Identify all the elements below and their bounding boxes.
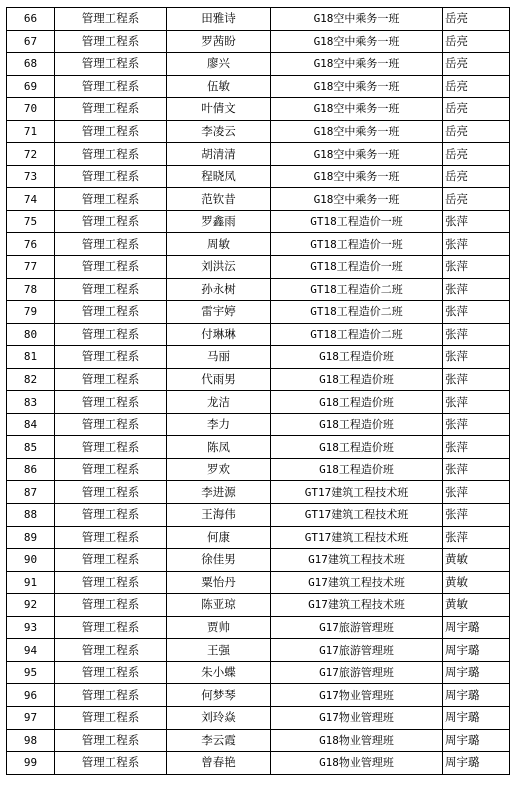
student-name-cell: 叶倩文 — [167, 98, 271, 121]
student-name-cell: 李凌云 — [167, 120, 271, 143]
department-cell: 管理工程系 — [55, 729, 167, 752]
row-number-cell: 94 — [7, 639, 55, 662]
teacher-cell: 岳亮 — [443, 53, 510, 76]
teacher-cell: 黄敏 — [443, 549, 510, 572]
row-number-cell: 97 — [7, 706, 55, 729]
row-number-cell: 76 — [7, 233, 55, 256]
table-row — [7, 436, 510, 459]
student-name-cell: 罗鑫雨 — [167, 210, 271, 233]
department-cell: 管理工程系 — [55, 571, 167, 594]
student-name-cell: 陈凤 — [167, 436, 271, 459]
row-number-cell: 66 — [7, 8, 55, 31]
student-name-cell: 刘洪沄 — [167, 256, 271, 279]
department-cell: 管理工程系 — [55, 278, 167, 301]
teacher-cell: 岳亮 — [443, 30, 510, 53]
student-name-cell: 马丽 — [167, 346, 271, 369]
department-cell: 管理工程系 — [55, 391, 167, 414]
teacher-cell: 岳亮 — [443, 98, 510, 121]
table-row — [7, 752, 510, 775]
table-row — [7, 391, 510, 414]
row-number-cell: 84 — [7, 413, 55, 436]
row-number-cell: 72 — [7, 143, 55, 166]
table-row — [7, 504, 510, 527]
class-name-cell: G18空中乘务一班 — [271, 120, 443, 143]
teacher-cell: 张萍 — [443, 504, 510, 527]
table-row — [7, 346, 510, 369]
department-cell: 管理工程系 — [55, 323, 167, 346]
row-number-cell: 75 — [7, 210, 55, 233]
teacher-cell: 张萍 — [443, 436, 510, 459]
class-name-cell: G17旅游管理班 — [271, 639, 443, 662]
teacher-cell: 张萍 — [443, 481, 510, 504]
teacher-cell: 岳亮 — [443, 75, 510, 98]
department-cell: 管理工程系 — [55, 616, 167, 639]
table-row — [7, 8, 510, 31]
table-row — [7, 256, 510, 279]
department-cell: 管理工程系 — [55, 413, 167, 436]
teacher-cell: 周宇璐 — [443, 684, 510, 707]
department-cell: 管理工程系 — [55, 143, 167, 166]
class-name-cell: G17旅游管理班 — [271, 661, 443, 684]
class-name-cell: G18空中乘务一班 — [271, 8, 443, 31]
teacher-cell: 张萍 — [443, 526, 510, 549]
teacher-cell: 周宇璐 — [443, 639, 510, 662]
table-row — [7, 233, 510, 256]
department-cell: 管理工程系 — [55, 8, 167, 31]
table-row — [7, 143, 510, 166]
table-row — [7, 594, 510, 617]
row-number-cell: 86 — [7, 458, 55, 481]
student-name-cell: 胡清清 — [167, 143, 271, 166]
class-name-cell: GT17建筑工程技术班 — [271, 526, 443, 549]
row-number-cell: 87 — [7, 481, 55, 504]
class-name-cell: GT17建筑工程技术班 — [271, 504, 443, 527]
teacher-cell: 周宇璐 — [443, 661, 510, 684]
student-name-cell: 周敏 — [167, 233, 271, 256]
table-row — [7, 98, 510, 121]
student-name-cell: 罗欢 — [167, 458, 271, 481]
student-name-cell: 龙洁 — [167, 391, 271, 414]
row-number-cell: 68 — [7, 53, 55, 76]
teacher-cell: 张萍 — [443, 210, 510, 233]
teacher-cell: 张萍 — [443, 301, 510, 324]
class-name-cell: GT17建筑工程技术班 — [271, 481, 443, 504]
teacher-cell: 周宇璐 — [443, 729, 510, 752]
class-name-cell: G18工程造价班 — [271, 391, 443, 414]
row-number-cell: 88 — [7, 504, 55, 527]
table-row — [7, 323, 510, 346]
department-cell: 管理工程系 — [55, 706, 167, 729]
department-cell: 管理工程系 — [55, 368, 167, 391]
class-name-cell: G18空中乘务一班 — [271, 75, 443, 98]
table-row — [7, 526, 510, 549]
row-number-cell: 93 — [7, 616, 55, 639]
class-name-cell: GT18工程造价二班 — [271, 323, 443, 346]
table-row — [7, 616, 510, 639]
class-name-cell: G17旅游管理班 — [271, 616, 443, 639]
teacher-cell: 张萍 — [443, 346, 510, 369]
table-row — [7, 706, 510, 729]
table-row — [7, 53, 510, 76]
table-row — [7, 368, 510, 391]
student-name-cell: 廖兴 — [167, 53, 271, 76]
teacher-cell: 张萍 — [443, 233, 510, 256]
teacher-cell: 张萍 — [443, 391, 510, 414]
class-name-cell: G18物业管理班 — [271, 752, 443, 775]
class-name-cell: G18工程造价班 — [271, 458, 443, 481]
table-row — [7, 120, 510, 143]
class-name-cell: GT18工程造价二班 — [271, 301, 443, 324]
department-cell: 管理工程系 — [55, 661, 167, 684]
class-name-cell: G18空中乘务一班 — [271, 188, 443, 211]
student-name-cell: 李进源 — [167, 481, 271, 504]
class-name-cell: GT18工程造价一班 — [271, 256, 443, 279]
class-name-cell: G18空中乘务一班 — [271, 30, 443, 53]
teacher-cell: 岳亮 — [443, 143, 510, 166]
teacher-cell: 周宇璐 — [443, 706, 510, 729]
department-cell: 管理工程系 — [55, 233, 167, 256]
class-name-cell: G18工程造价班 — [271, 346, 443, 369]
table-row — [7, 458, 510, 481]
department-cell: 管理工程系 — [55, 256, 167, 279]
teacher-cell: 岳亮 — [443, 120, 510, 143]
row-number-cell: 73 — [7, 165, 55, 188]
table-row — [7, 549, 510, 572]
student-name-cell: 付琳琳 — [167, 323, 271, 346]
student-name-cell: 李云霞 — [167, 729, 271, 752]
student-name-cell: 陈亚琼 — [167, 594, 271, 617]
table-row — [7, 188, 510, 211]
department-cell: 管理工程系 — [55, 120, 167, 143]
department-cell: 管理工程系 — [55, 98, 167, 121]
department-cell: 管理工程系 — [55, 210, 167, 233]
table-body — [7, 8, 510, 775]
row-number-cell: 70 — [7, 98, 55, 121]
department-cell: 管理工程系 — [55, 526, 167, 549]
table-row — [7, 30, 510, 53]
row-number-cell: 81 — [7, 346, 55, 369]
teacher-cell: 岳亮 — [443, 188, 510, 211]
row-number-cell: 71 — [7, 120, 55, 143]
student-table — [6, 7, 510, 775]
class-name-cell: G17物业管理班 — [271, 684, 443, 707]
teacher-cell: 张萍 — [443, 368, 510, 391]
teacher-cell: 张萍 — [443, 256, 510, 279]
student-name-cell: 李力 — [167, 413, 271, 436]
department-cell: 管理工程系 — [55, 594, 167, 617]
class-name-cell: GT18工程造价一班 — [271, 233, 443, 256]
department-cell: 管理工程系 — [55, 504, 167, 527]
table-row — [7, 481, 510, 504]
department-cell: 管理工程系 — [55, 436, 167, 459]
class-name-cell: G18物业管理班 — [271, 729, 443, 752]
row-number-cell: 89 — [7, 526, 55, 549]
row-number-cell: 80 — [7, 323, 55, 346]
student-name-cell: 何梦琴 — [167, 684, 271, 707]
student-name-cell: 王海伟 — [167, 504, 271, 527]
teacher-cell: 周宇璐 — [443, 616, 510, 639]
class-name-cell: G18工程造价班 — [271, 436, 443, 459]
table-row — [7, 639, 510, 662]
department-cell: 管理工程系 — [55, 458, 167, 481]
table-row — [7, 661, 510, 684]
department-cell: 管理工程系 — [55, 684, 167, 707]
row-number-cell: 95 — [7, 661, 55, 684]
department-cell: 管理工程系 — [55, 75, 167, 98]
student-name-cell: 何康 — [167, 526, 271, 549]
row-number-cell: 67 — [7, 30, 55, 53]
class-name-cell: G18空中乘务一班 — [271, 165, 443, 188]
teacher-cell: 张萍 — [443, 413, 510, 436]
class-name-cell: G18工程造价班 — [271, 413, 443, 436]
department-cell: 管理工程系 — [55, 639, 167, 662]
teacher-cell: 岳亮 — [443, 8, 510, 31]
table-row — [7, 210, 510, 233]
table-row — [7, 75, 510, 98]
row-number-cell: 69 — [7, 75, 55, 98]
class-name-cell: G17物业管理班 — [271, 706, 443, 729]
student-name-cell: 王强 — [167, 639, 271, 662]
row-number-cell: 78 — [7, 278, 55, 301]
class-name-cell: G18工程造价班 — [271, 368, 443, 391]
student-name-cell: 伍敏 — [167, 75, 271, 98]
teacher-cell: 周宇璐 — [443, 752, 510, 775]
class-name-cell: G17建筑工程技术班 — [271, 571, 443, 594]
student-name-cell: 粟怡丹 — [167, 571, 271, 594]
table-row — [7, 278, 510, 301]
row-number-cell: 98 — [7, 729, 55, 752]
row-number-cell: 92 — [7, 594, 55, 617]
class-name-cell: G18空中乘务一班 — [271, 98, 443, 121]
row-number-cell: 90 — [7, 549, 55, 572]
teacher-cell: 岳亮 — [443, 165, 510, 188]
row-number-cell: 85 — [7, 436, 55, 459]
table-row — [7, 413, 510, 436]
department-cell: 管理工程系 — [55, 481, 167, 504]
row-number-cell: 83 — [7, 391, 55, 414]
student-name-cell: 朱小蝶 — [167, 661, 271, 684]
department-cell: 管理工程系 — [55, 188, 167, 211]
department-cell: 管理工程系 — [55, 346, 167, 369]
student-name-cell: 徐佳男 — [167, 549, 271, 572]
department-cell: 管理工程系 — [55, 549, 167, 572]
row-number-cell: 79 — [7, 301, 55, 324]
student-name-cell: 刘玲焱 — [167, 706, 271, 729]
table-row — [7, 165, 510, 188]
class-name-cell: GT18工程造价一班 — [271, 210, 443, 233]
row-number-cell: 74 — [7, 188, 55, 211]
class-name-cell: G17建筑工程技术班 — [271, 549, 443, 572]
student-name-cell: 范钦昔 — [167, 188, 271, 211]
teacher-cell: 张萍 — [443, 323, 510, 346]
row-number-cell: 96 — [7, 684, 55, 707]
teacher-cell: 张萍 — [443, 278, 510, 301]
row-number-cell: 77 — [7, 256, 55, 279]
department-cell: 管理工程系 — [55, 165, 167, 188]
table-row — [7, 684, 510, 707]
department-cell: 管理工程系 — [55, 53, 167, 76]
department-cell: 管理工程系 — [55, 752, 167, 775]
teacher-cell: 黄敏 — [443, 571, 510, 594]
student-name-cell: 代雨男 — [167, 368, 271, 391]
department-cell: 管理工程系 — [55, 30, 167, 53]
row-number-cell: 82 — [7, 368, 55, 391]
class-name-cell: G18空中乘务一班 — [271, 143, 443, 166]
student-name-cell: 雷宇婷 — [167, 301, 271, 324]
class-name-cell: G17建筑工程技术班 — [271, 594, 443, 617]
student-name-cell: 田雅诗 — [167, 8, 271, 31]
department-cell: 管理工程系 — [55, 301, 167, 324]
teacher-cell: 黄敏 — [443, 594, 510, 617]
student-name-cell: 罗茜盼 — [167, 30, 271, 53]
row-number-cell: 91 — [7, 571, 55, 594]
student-name-cell: 曾春艳 — [167, 752, 271, 775]
teacher-cell: 张萍 — [443, 458, 510, 481]
table-row — [7, 729, 510, 752]
class-name-cell: G18空中乘务一班 — [271, 53, 443, 76]
row-number-cell: 99 — [7, 752, 55, 775]
student-name-cell: 贾帅 — [167, 616, 271, 639]
table-row — [7, 571, 510, 594]
student-name-cell: 孙永树 — [167, 278, 271, 301]
class-name-cell: GT18工程造价二班 — [271, 278, 443, 301]
table-row — [7, 301, 510, 324]
student-name-cell: 程晓凤 — [167, 165, 271, 188]
